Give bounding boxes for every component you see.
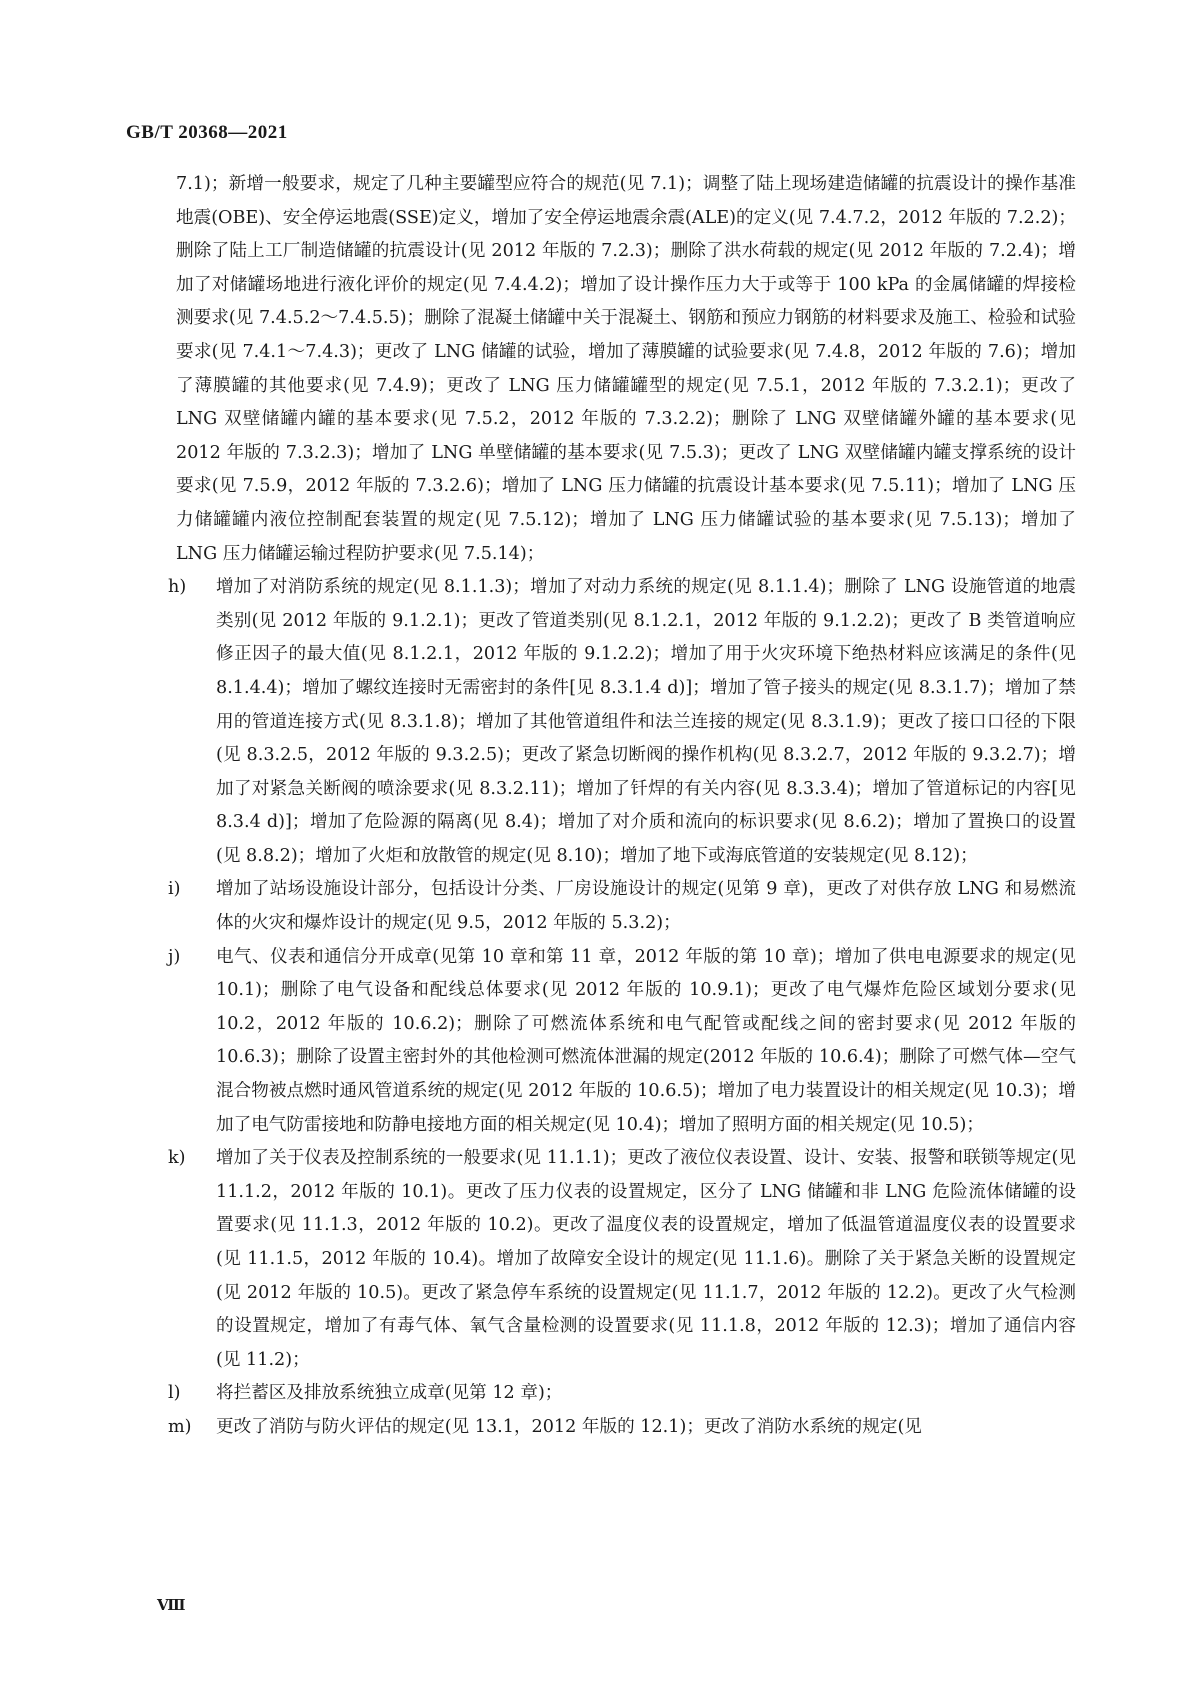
list-marker: k) <box>168 1148 186 1169</box>
list-item-k <box>168 1142 1076 1377</box>
list-item-l <box>168 1377 1076 1411</box>
page-number: Ⅷ <box>157 1598 185 1614</box>
list-item-text: 增加了站场设施设计部分，包括设计分类、厂房设施设计的规定(见第 9 章)，更改了对供存放 LNG 和易燃流体的火灾和爆炸设计的规定(见 9.5，2012 年版的 5.3.2)； <box>216 879 1076 934</box>
standard-id-header: GB/T 20368—2021 <box>126 122 288 143</box>
list-item-m <box>168 1411 1076 1445</box>
list-item-text: 将拦蓄区及排放系统独立成章(见第 12 章)； <box>216 1383 563 1404</box>
list-marker: j) <box>168 946 181 967</box>
list-marker: i) <box>168 879 181 900</box>
list-marker: m) <box>168 1416 192 1437</box>
list-item-j <box>168 941 1076 1143</box>
list-marker: h) <box>168 577 187 598</box>
document-body <box>168 168 1076 1445</box>
list-item-i <box>168 873 1076 940</box>
continuation-paragraph: 7.1)；新增一般要求，规定了几种主要罐型应符合的规范(见 7.1)；调整了陆上现场建造储罐的抗震设计的操作基准地震(OBE)、安全停运地震(SSE)定义，增加了安全停运地震余震(ALE)的定义(见 7.4.7.2，2012 年版的 7.2.2)；删除了陆上工厂制造储罐的抗震设计(见 2012 年版的 7.2.3)；删除了洪水荷载的规定(见 2012 年版的 7.2.4)；增加了对储罐场地进行液化评价的规定(见 7.4.4.2)；增加了设计操作压力大于或等于 100 kPa 的金属储罐的焊接检测要求(见 7.4.5.2～7.4.5.5)；删除了混凝土储罐中关于混凝土、钢筋和预应力钢筋的材料要求及施工、检验和试验要求(见 7.4.1～7.4.3)；更改了 LNG 储罐的试验，增加了薄膜罐的试验要求(见 7.4.8，2012 年版的 7.6)；增加了薄膜罐的其他要求(见 7.4.9)；更改了 LNG 压力储罐罐型的规定(见 7.5.1，2012 年版的 7.3.2.1)；更改了 LNG 双壁储罐内罐的基本要求(见 7.5.2，2012 年版的 7.3.2.2)；删除了 LNG 双壁储罐外罐的基本要求(见 2012 年版的 7.3.2.3)；增加了 LNG 单壁储罐的基本要求(见 7.5.3)；更改了 LNG 双壁储罐内罐支撑系统的设计要求(见 7.5.9，2012 年版的 7.3.2.6)；增加了 LNG 压力储罐的抗震设计基本要求(见 7.5.11)；增加了 LNG 压力储罐罐内液位控制配套装置的规定(见 7.5.12)；增加了 LNG 压力储罐试验的基本要求(见 7.5.13)；增加了 LNG 压力储罐运输过程防护要求(见 7.5.14)； <box>176 174 1076 564</box>
list-item-text: 更改了消防与防火评估的规定(见 13.1，2012 年版的 12.1)；更改了消防水系统的规定(见 <box>216 1416 922 1437</box>
list-item-text: 增加了关于仪表及控制系统的一般要求(见 11.1.1)；更改了液位仪表设置、设计、安装、报警和联锁等规定(见 11.1.2，2012 年版的 10.1)。更改了压力仪表的设置规定，区分了 LNG 储罐和非 LNG 危险流体储罐的设置要求(见 11.1.3，2012 年版的 10.2)。更改了温度仪表的设置规定，增加了低温管道温度仪表的设置要求(见 11.1.5，2012 年版的 10.4)。增加了故障安全设计的规定(见 11.1.6)。删除了关于紧急关断的设置规定(见 2012 年版的 10.5)。更改了紧急停车系统的设置规定(见 11.1.7，2012 年版的 12.2)。更改了火气检测的设置规定，增加了有毒气体、氧气含量检测的设置要求(见 11.1.8，2012 年版的 12.3)；增加了通信内容(见 11.2)； <box>216 1148 1076 1370</box>
list-marker: l) <box>168 1383 181 1404</box>
list-item-text: 电气、仪表和通信分开成章(见第 10 章和第 11 章，2012 年版的第 10 章)；增加了供电电源要求的规定(见 10.1)；删除了电气设备和配线总体要求(见 2012 年版的 10.9.1)；更改了电气爆炸危险区域划分要求(见 10.2，2012 年版的 10.6.2)；删除了可燃流体系统和电气配管或配线之间的密封要求(见 2012 年版的 10.6.3)；删除了设置主密封外的其他检测可燃流体泄漏的规定(2012 年版的 10.6.4)；删除了可燃气体—空气混合物被点燃时通风管道系统的规定(见 2012 年版的 10.6.5)；增加了电力装置设计的相关规定(见 10.3)；增加了电气防雷接地和防静电接地方面的相关规定(见 10.4)；增加了照明方面的相关规定(见 10.5)； <box>216 946 1076 1135</box>
list-item-text: 增加了对消防系统的规定(见 8.1.1.3)；增加了对动力系统的规定(见 8.1.1.4)；删除了 LNG 设施管道的地震类别(见 2012 年版的 9.1.2.1)；更改了管道类别(见 8.1.2.1，2012 年版的 9.1.2.2)；更改了 B 类管道响应修正因子的最大值(见 8.1.2.1，2012 年版的 9.1.2.2)；增加了用于火灾环境下绝热材料应该满足的条件(见 8.1.4.4)；增加了螺纹连接时无需密封的条件[见 8.3.1.4 d)]；增加了管子接头的规定(见 8.3.1.7)；增加了禁用的管道连接方式(见 8.3.1.8)；增加了其他管道组件和法兰连接的规定(见 8.3.1.9)；更改了接口口径的下限(见 8.3.2.5，2012 年版的 9.3.2.5)；更改了紧急切断阀的操作机构(见 8.3.2.7，2012 年版的 9.3.2.7)；增加了对紧急关断阀的喷涂要求(见 8.3.2.11)；增加了钎焊的有关内容(见 8.3.3.4)；增加了管道标记的内容[见 8.3.4 d)]；增加了危险源的隔离(见 8.4)；增加了对介质和流向的标识要求(见 8.6.2)；增加了置换口的设置(见 8.8.2)；增加了火炬和放散管的规定(见 8.10)；增加了地下或海底管道的安装规定(见 8.12)； <box>216 577 1076 866</box>
list-item-h <box>168 571 1076 873</box>
